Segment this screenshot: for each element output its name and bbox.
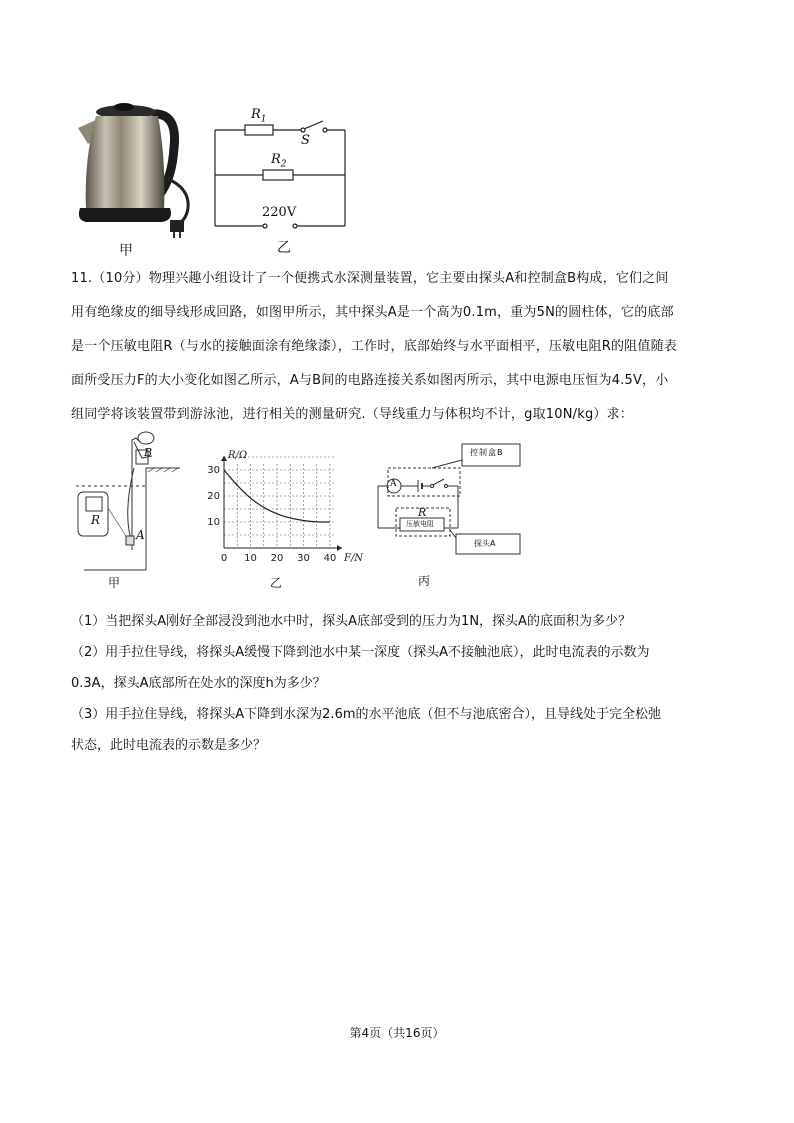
jia-r-label: R [91, 513, 101, 527]
figure-yi-caption: 乙 [270, 576, 283, 590]
question-line: 是一个压敏电阻R（与水的接触面涂有绝缘漆），工作时，底部始终与水平面相平，压敏电阻R的阻值随表 [71, 339, 677, 354]
x-tick-label: 20 [270, 553, 284, 564]
kettle-photo [74, 98, 202, 238]
ammeter-label: A [390, 479, 397, 489]
figure-jia [74, 428, 189, 578]
r1-label: $R_1$ [251, 107, 267, 125]
sub-question-1-line: （1）当把探头A刚好全部浸没到池水中时，探头A底部受到的压力为1N，探头A的底面积为多少？ [71, 614, 631, 629]
circuit-diagram [205, 105, 355, 235]
question-line: 面所受压力F的大小变化如图乙所示，A与B间的电路连接关系如图丙所示，其中电源电压恒为4.5V，小 [71, 373, 669, 388]
x-tick-label: 40 [323, 553, 337, 564]
kettle-caption: 甲 [119, 243, 133, 259]
circuit-caption: 乙 [277, 240, 291, 256]
page-footer: 第4页（共16页） [349, 1026, 445, 1040]
figure-jia-caption: 甲 [108, 576, 121, 590]
figure-bing [370, 430, 530, 560]
r2-label: $R_2$ [271, 152, 287, 170]
question-line: 11.（10分）物理兴趣小组设计了一个便携式水深测量装置，它主要由探头A和控制盒B构成，它们之间 [71, 271, 669, 286]
jia-a-label: A [136, 528, 145, 542]
y-axis-label: R/Ω [228, 450, 248, 461]
control-box-label: 控制盒B [470, 448, 504, 457]
y-tick-label: 20 [207, 491, 220, 502]
x-axis-label: F/N [344, 553, 364, 564]
sub-questions [71, 606, 721, 761]
y-axis-arrow [221, 456, 227, 461]
figure-bing-caption: 丙 [418, 574, 431, 588]
voltage-label: 220V [262, 205, 297, 220]
x-tick-label: 10 [244, 553, 257, 564]
x-tick-label: 30 [297, 553, 310, 564]
switch-label: S [301, 133, 310, 148]
sub-question-2-line: （2）用手拉住导线，将探头A缓慢下降到池水中某一深度（探头A不接触池底），此时电流表的示数为 [71, 645, 650, 660]
y-tick-label: 10 [207, 517, 220, 528]
bing-r-label: R [418, 506, 427, 519]
question-line: 用有绝缘皮的细导线形成回路，如图甲所示，其中探头A是一个高为0.1m，重为5N的圆柱体，它的底部 [71, 305, 674, 320]
x-tick-label: 0 [220, 553, 228, 564]
figure-yi-chart [200, 438, 370, 573]
sub-question-3-line: （3）用手拉住导线，将探头A下降到水深为2.6m的水平池底（但不与池底密合），且导线处于完全松弛 [71, 707, 662, 722]
sub-question-2-line: 0.3A，探头A底部所在处水的深度h为多少？ [71, 676, 326, 691]
sub-question-3-line: 状态，此时电流表的示数是多少？ [71, 738, 267, 753]
sensor-label: 压敏电阻 [406, 520, 434, 528]
question-11 [71, 262, 721, 432]
probe-label: 探头A [474, 539, 496, 548]
question-line: 组同学将该装置带到游泳池，进行相关的测量研究.（导线重力与体积均不计，g取10N/kg）求： [71, 407, 634, 422]
jia-b-label: B [144, 446, 153, 459]
y-tick-label: 30 [207, 465, 220, 476]
x-axis-arrow [337, 545, 342, 551]
